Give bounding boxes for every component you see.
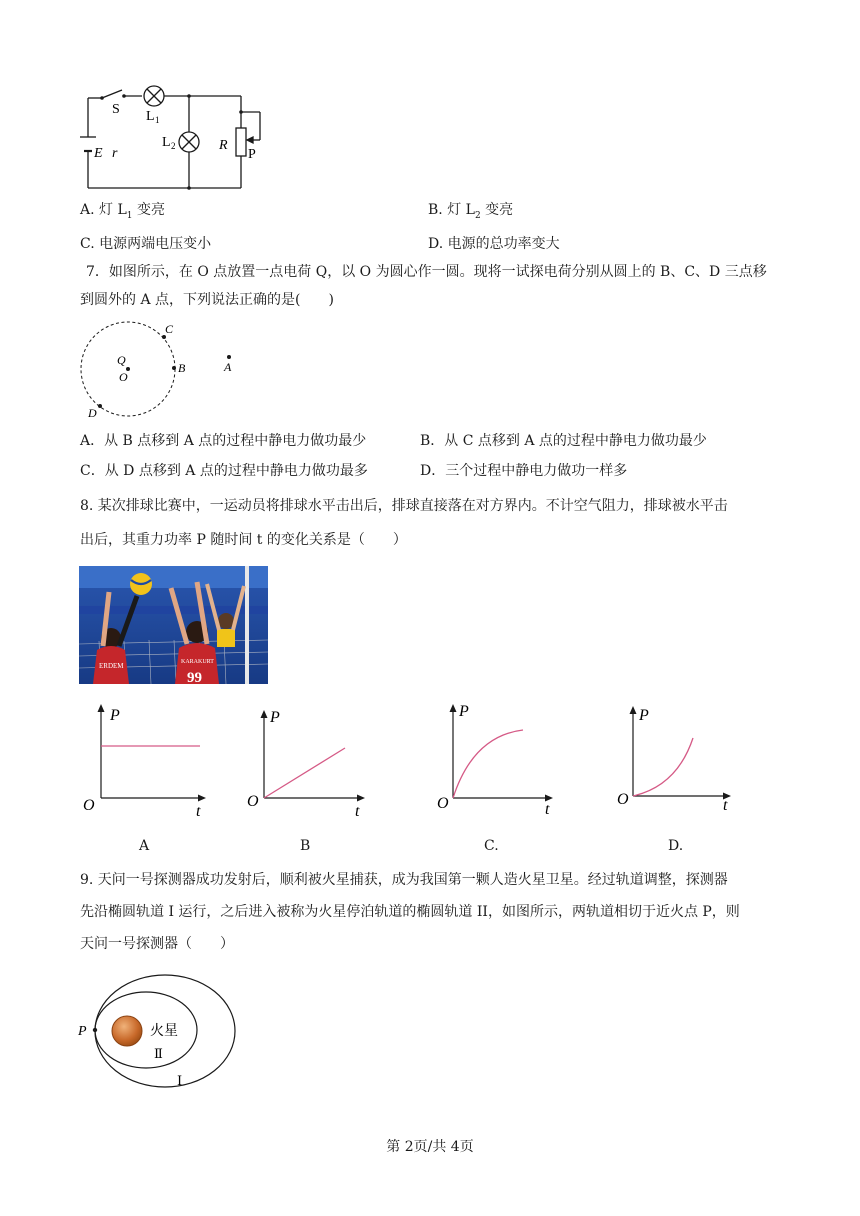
q7-stem-line2: 到圆外的 A 点，下列说法正确的是( ) [80, 292, 334, 308]
graph-b-option[interactable]: B [300, 838, 311, 854]
q6-option-a[interactable] [80, 200, 165, 226]
label-E: E [94, 146, 103, 161]
jersey-number: 99 [187, 670, 202, 684]
graph-a[interactable] [80, 700, 210, 825]
label-B: B [178, 361, 186, 375]
q6-option-a-sub: 1 [126, 210, 133, 221]
graph-b-x-label: t [355, 803, 360, 820]
graph-a-y-label: P [110, 707, 120, 724]
orbit-figure [74, 968, 244, 1093]
graph-c-option[interactable]: C. [484, 838, 499, 854]
q6-option-d[interactable]: D. 电源的总功率变大 [428, 236, 560, 252]
label-P: P [248, 147, 256, 162]
label-r: r [112, 146, 118, 161]
q6-option-c[interactable]: C. 电源两端电压变小 [80, 236, 212, 252]
label-L1-sub: 1 [155, 115, 160, 125]
circuit-diagram [80, 80, 280, 195]
q8-stem-line2: 出后，其重力功率 P 随时间 t 的变化关系是（ ） [80, 532, 407, 548]
label-L2: L [162, 135, 171, 150]
graph-d-option[interactable]: D. [668, 838, 684, 854]
label-Q: Q [117, 353, 126, 367]
q7-option-a[interactable]: A．从 B 点移到 A 点的过程中静电力做功最少 [80, 433, 367, 449]
q8-stem-line1: 8. 某次排球比赛中，一运动员将排球水平击出后，排球直接落在对方界内。不计空气阻力，排球被水平击 [80, 498, 728, 514]
graph-b-origin: O [247, 793, 259, 810]
graph-a-option[interactable]: A [139, 838, 150, 854]
label-A: A [224, 360, 232, 374]
graph-c[interactable] [435, 700, 565, 825]
q6-option-b[interactable] [428, 200, 513, 226]
q7-option-c[interactable]: C．从 D 点移到 A 点的过程中静电力做功最多 [80, 463, 368, 479]
label-S: S [112, 102, 120, 117]
label-orbit-2: Ⅱ [154, 1046, 163, 1061]
label-mars: 火星 [150, 1024, 178, 1039]
graph-c-y-label: P [459, 703, 469, 720]
q9-stem-line2: 先沿椭圆轨道 I 运行，之后进入被称为火星停泊轨道的椭圆轨道 II，如图所示，两轨道相切于近火点 P，则 [80, 904, 740, 920]
graph-b-y-label: P [270, 709, 280, 726]
q6-option-a-prefix: A. 灯 L [80, 202, 127, 218]
graph-d-origin: O [617, 791, 629, 808]
graph-d-x-label: t [723, 797, 728, 814]
q6-option-b-prefix: B. 灯 L [428, 202, 475, 218]
label-D: D [88, 406, 97, 420]
graph-a-x-label: t [196, 803, 201, 820]
label-L2-sub: 2 [171, 141, 176, 151]
graph-d-y-label: P [639, 707, 649, 724]
q7-charge-figure [78, 320, 248, 425]
jersey-name-2: KARAKURT [181, 659, 214, 665]
label-R: R [219, 138, 228, 153]
volleyball-photo-art [79, 566, 268, 684]
graph-c-x-label: t [545, 801, 550, 818]
graph-c-origin: O [437, 795, 449, 812]
page-footer: 第 2页/共 4页 [386, 1139, 474, 1155]
label-L1: L [146, 109, 155, 124]
q7-stem-line1: 7．如图所示，在 O 点放置一点电荷 Q，以 O 为圆心作一圆。现将一试探电荷分别从圆上的 B、C、D 三点移 [86, 264, 767, 280]
q6-option-a-suffix: 变亮 [132, 202, 165, 218]
q6-option-b-suffix: 变亮 [480, 202, 514, 218]
label-P-point: P [78, 1024, 87, 1039]
label-orbit-1: Ⅰ [177, 1073, 183, 1088]
graph-b[interactable] [245, 700, 375, 825]
q6-option-b-sub: 2 [474, 210, 481, 221]
label-C: C [165, 322, 174, 336]
q7-option-b[interactable]: B．从 C 点移到 A 点的过程中静电力做功最少 [420, 433, 707, 449]
graph-d[interactable] [615, 700, 745, 825]
volleyball-photo [79, 566, 268, 684]
graph-a-origin: O [83, 797, 95, 814]
jersey-name-1: ERDEM [99, 662, 124, 670]
label-O: O [119, 370, 128, 384]
q9-stem-line1: 9. 天问一号探测器成功发射后，顺利被火星捕获，成为我国第一颗人造火星卫星。经过轨道调整，探测器 [80, 872, 728, 888]
q9-stem-line3: 天问一号探测器（ ） [80, 936, 234, 952]
q7-option-d[interactable]: D．三个过程中静电力做功一样多 [420, 463, 628, 479]
